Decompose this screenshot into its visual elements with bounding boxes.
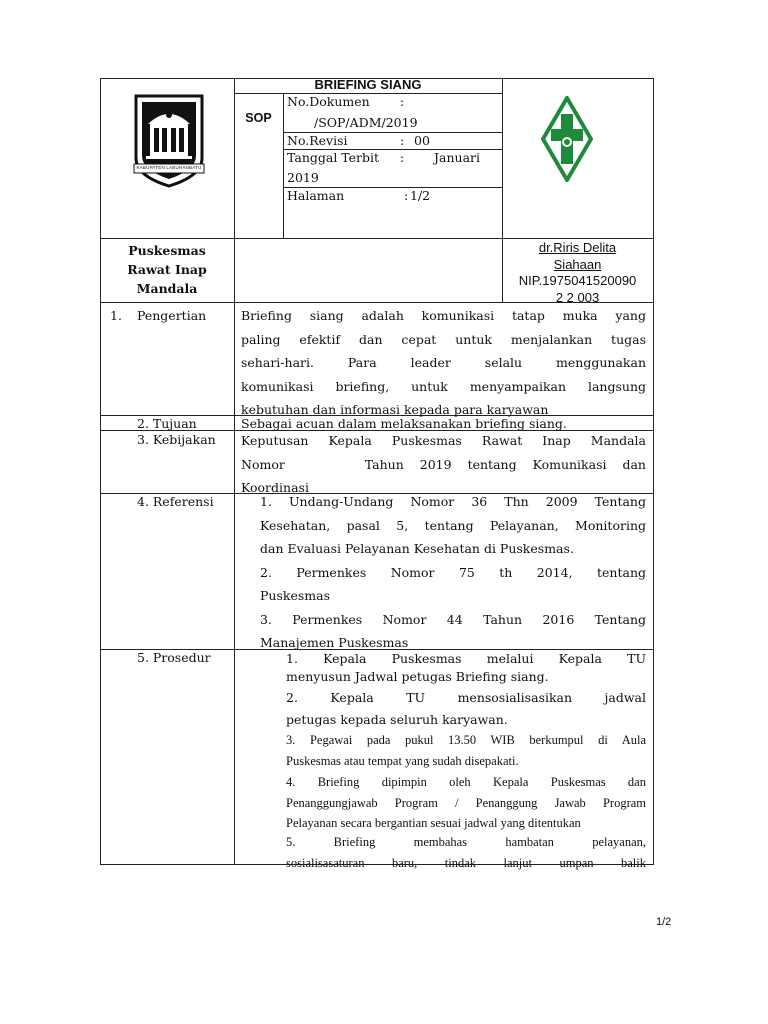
section-label: 5. Prosedur bbox=[137, 650, 211, 665]
table-border bbox=[653, 78, 654, 864]
section-label: 4. Referensi bbox=[137, 494, 214, 509]
procedure-line: sosialisasaturan baru, tindak lanjut umpan balik bbox=[286, 856, 646, 870]
issue-date-label: Tanggal Terbit bbox=[287, 150, 380, 165]
body-line: Nomor Tahun 2019 tentang Komunikasi dan bbox=[241, 456, 646, 472]
organization-line: Puskesmas bbox=[128, 243, 206, 258]
procedure-line: 2. Kepala TU mensosialisasikan jadwal bbox=[286, 690, 646, 705]
body-line: Puskesmas bbox=[260, 588, 330, 603]
procedure-line: petugas kepada seluruh karyawan. bbox=[286, 712, 508, 727]
section-body-prosedur bbox=[286, 650, 646, 874]
body-line: komunikasi briefing, untuk menyampaikan langsung bbox=[241, 378, 646, 394]
body-line: 2. Permenkes Nomor 75 th 2014, tentang bbox=[260, 564, 646, 580]
page-number: 1/2 bbox=[656, 916, 672, 928]
table-border bbox=[100, 78, 101, 864]
sop-label: SOP bbox=[245, 111, 272, 125]
revision-label: No.Revisi bbox=[287, 133, 348, 148]
issue-date-year: 2019 bbox=[287, 170, 319, 185]
page-separator: : bbox=[404, 188, 409, 203]
body-line: Keputusan Kepala Puskesmas Rawat Inap Mandala bbox=[241, 433, 646, 448]
organization-line: Rawat Inap bbox=[127, 262, 207, 277]
issue-date-separator: : bbox=[400, 150, 405, 165]
signatory-block bbox=[502, 240, 653, 306]
procedure-line: Puskesmas atau tempat yang sudah disepakati. bbox=[286, 754, 519, 768]
organization-name bbox=[100, 241, 234, 298]
organization-line: Mandala bbox=[136, 281, 198, 296]
doc-number-label: No.Dokumen bbox=[287, 94, 370, 109]
page-value: 1/2 bbox=[410, 188, 431, 203]
revision-value: 00 bbox=[414, 133, 430, 148]
procedure-line: Penanggungjawab Program / Penanggung Jawab Program bbox=[286, 796, 646, 810]
issue-date-month: Januari bbox=[434, 150, 480, 165]
table-border bbox=[100, 238, 654, 239]
signatory-name: Siahaan bbox=[553, 256, 602, 272]
procedure-line: 3. Pegawai pada pukul 13.50 WIB berkumpul di Aula bbox=[286, 733, 646, 747]
table-border bbox=[283, 93, 284, 238]
body-line: Briefing siang adalah komunikasi tatap muka yang bbox=[241, 308, 646, 323]
signatory-nip: NIP.1975041520090 bbox=[518, 273, 637, 288]
section-body-kebijakan bbox=[241, 429, 646, 500]
body-line: dan Evaluasi Pelayanan Kesehatan di Puskesmas. bbox=[260, 541, 574, 556]
document-title: BRIEFING SIANG bbox=[314, 77, 422, 92]
body-line: paling efektif dan cepat untuk menjalankan tugas bbox=[241, 331, 646, 347]
revision-separator: : bbox=[400, 133, 405, 148]
body-line: Kesehatan, pasal 5, tentang Pelayanan, Monitoring bbox=[260, 517, 646, 533]
procedure-line: Pelayanan secara bergantian sesuai jadwal yang ditentukan bbox=[286, 816, 581, 830]
procedure-line: 5. Briefing membahas hambatan pelayanan, bbox=[286, 835, 646, 849]
body-line: Manajemen Puskesmas bbox=[260, 635, 409, 650]
procedure-line: menyusun Jadwal petugas Briefing siang. bbox=[286, 669, 549, 684]
procedure-line: 4. Briefing dipimpin oleh Kepala Puskesmas dan bbox=[286, 775, 646, 789]
page-label: Halaman bbox=[287, 188, 345, 203]
body-line: 3. Permenkes Nomor 44 Tahun 2016 Tentang bbox=[260, 611, 646, 627]
body-line: 1. Undang-Undang Nomor 36 Thn 2009 Tentang bbox=[260, 494, 646, 509]
table-border bbox=[234, 78, 235, 864]
procedure-line: 1. Kepala Puskesmas melalui Kepala TU bbox=[286, 651, 646, 666]
body-line: Koordinasi bbox=[241, 480, 309, 495]
section-label: Pengertian bbox=[137, 308, 207, 323]
section-body-referensi bbox=[260, 490, 646, 655]
puskesmas-logo bbox=[541, 96, 593, 182]
section-number: 1. bbox=[110, 308, 122, 323]
signatory-name: dr.Riris Delita bbox=[538, 240, 617, 255]
body-line: kebutuhan dan informasi kepada para karyawan bbox=[241, 402, 549, 417]
section-body-tujuan: Sebagai acuan dalam melaksanakan briefing siang. bbox=[241, 416, 567, 431]
section-label: 2. Tujuan bbox=[137, 416, 197, 431]
section-body-pengertian bbox=[241, 304, 646, 422]
logo-ribbon-text: KABUPATEN LABUHANBATU bbox=[136, 165, 202, 170]
regency-logo bbox=[132, 92, 206, 188]
doc-number-value: /SOP/ADM/2019 bbox=[314, 115, 418, 130]
section-label: 3. Kebijakan bbox=[137, 432, 216, 447]
doc-number-separator: : bbox=[400, 94, 405, 109]
body-line: sehari-hari. Para leader selalu menggunakan bbox=[241, 355, 646, 370]
signatory-nip: 2 2 003 bbox=[555, 289, 600, 305]
